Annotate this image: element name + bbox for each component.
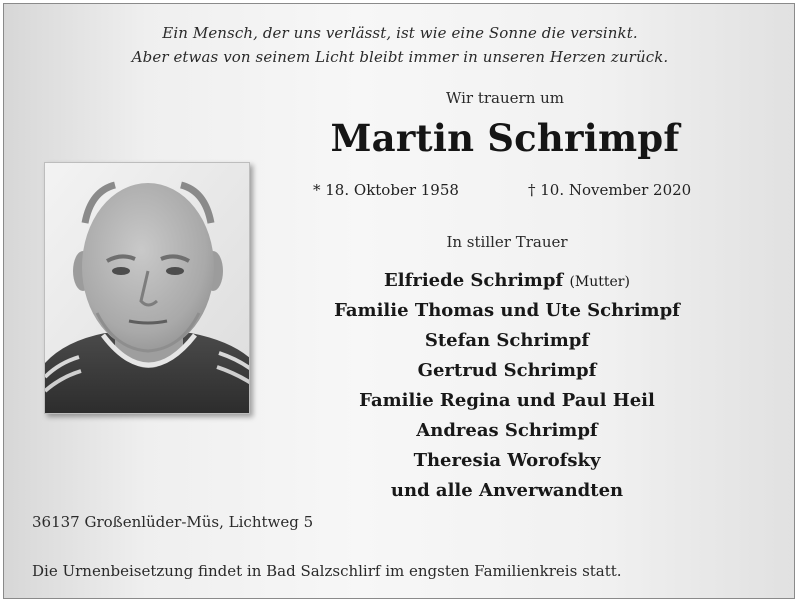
mourner-item bbox=[270, 446, 744, 476]
mourner-name: Theresia Worofsky bbox=[413, 450, 601, 471]
mourner-item bbox=[270, 266, 744, 296]
mourner-item bbox=[270, 296, 744, 326]
mourner-item bbox=[270, 356, 744, 386]
mourner-item bbox=[270, 386, 744, 416]
mourner-name: Andreas Schrimpf bbox=[416, 420, 598, 441]
mourner-name: und alle Anverwandten bbox=[390, 480, 624, 501]
mourner-item bbox=[270, 476, 744, 506]
mourner-item bbox=[270, 326, 744, 356]
mourner-relation: (Mutter) bbox=[569, 274, 630, 290]
mourning-label: In stiller Trauer bbox=[446, 233, 568, 251]
quote-line-1: Ein Mensch, der uns verlässt, ist wie eine Sonne die versinkt. bbox=[162, 24, 638, 42]
intro-text: Wir trauern um bbox=[445, 89, 565, 107]
deceased-name: Martin Schrimpf bbox=[330, 116, 680, 160]
mourner-item bbox=[270, 416, 744, 446]
burial-note: Die Urnenbeisetzung findet in Bad Salzschlirf im engsten Familienkreis statt. bbox=[32, 562, 622, 580]
death-date: † 10. November 2020 bbox=[528, 181, 692, 199]
mourner-name: Familie Thomas und Ute Schrimpf bbox=[334, 300, 680, 321]
mourners-list bbox=[270, 266, 744, 506]
birth-date: * 18. Oktober 1958 bbox=[313, 181, 459, 199]
quote-line-2: Aber etwas von seinem Licht bleibt immer in unseren Herzen zurück. bbox=[131, 48, 669, 66]
mourner-name: Elfriede Schrimpf bbox=[384, 270, 564, 291]
mourner-name: Familie Regina und Paul Heil bbox=[359, 390, 655, 411]
mourner-name: Stefan Schrimpf bbox=[424, 330, 590, 351]
family-address: 36137 Großenlüder-Müs, Lichtweg 5 bbox=[32, 513, 314, 531]
mourner-name: Gertrud Schrimpf bbox=[417, 360, 597, 381]
portrait-photo bbox=[44, 162, 250, 414]
